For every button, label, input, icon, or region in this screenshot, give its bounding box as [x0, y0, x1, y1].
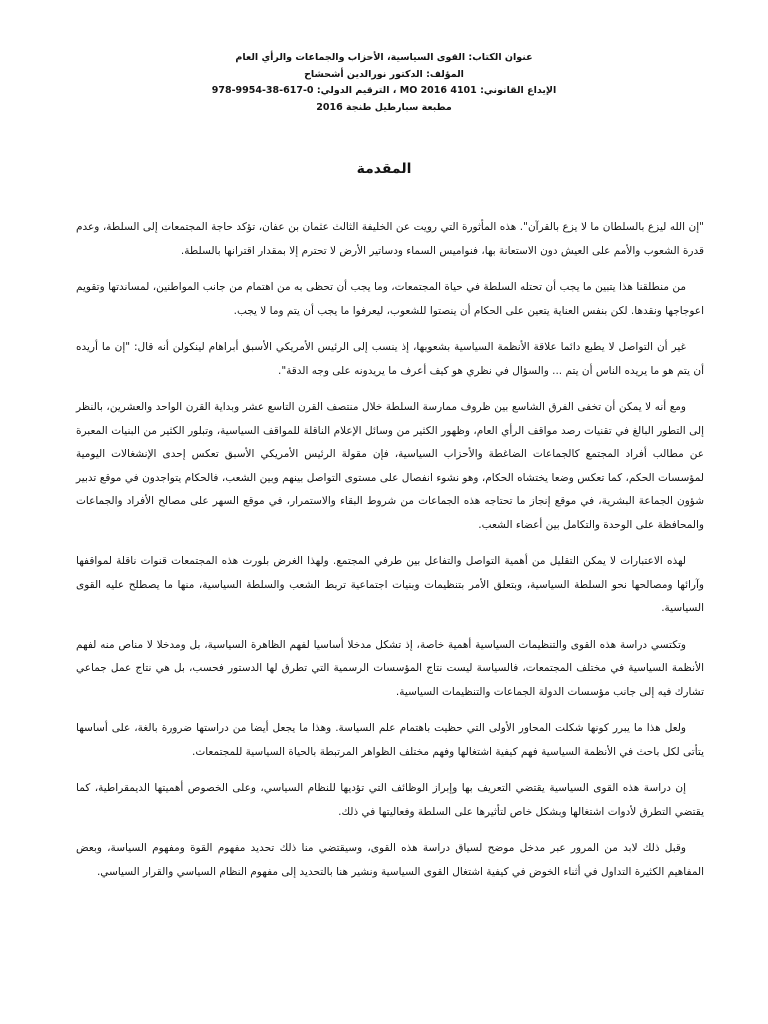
book-metadata [0, 50, 768, 116]
paragraph: "إن الله ليزع بالسلطان ما لا يزع بالقرآن". هذه المأثورة التي رويت عن الخليفة الثالث عثمان بن عفان، تؤكد حاجة المجتمعات إلى السلطة، وعدم قدرة الشعوب والأمم على العيش دون الاستعانة بها، فنواميس السماء ودساتير الأرض لا تحترم إلا بمقدار اقترانها بالسلطة. [76, 221, 704, 257]
paragraph: ومع أنه لا يمكن أن تخفى الفرق الشاسع بين ظروف ممارسة السلطة خلال منتصف القرن التاسع عشر وبداية القرن الواحد والعشرين، بالنظر إلى التطور البالغ في تقنيات رصد مواقف الرأي العام، وظهور الكثير من وسائل الإعلام الناقلة للمواقف السياسية، وتبلور الكثير من البنيات المعبرة عن مطالب أفراد المجتمع كالجماعات الضاغطة والأحزاب السياسية، فإن مقولة الرئيس الأمريكي الأسبق تعكس إحدى الإنشغالات اليومية لمؤسسات الحكم، كما تعكس وضعا يختشاه الحكام، وهو نشوء انفصال على مستوى التواصل بينهم وبين الشعب، فالحكام يتواجدون في موقع تدبير شؤون الجماعة البشرية، في موقع إنجاز ما تحتاجه هذه الجماعات من شروط البقاء والاستمرار، في موقع السهر على مصالح الأفراد والجماعات والمحافظة على الوحدة والتكامل بين أعضاء الشعب. [76, 401, 704, 531]
section-title: المقدمة [356, 161, 412, 177]
paragraph: لهذه الاعتبارات لا يمكن التقليل من أهمية التواصل والتفاعل بين طرفي المجتمع. ولهذا الغرض بلورت هذه المجتمعات قنوات ناقلة لمواقفها وآرائها ومصالحها نحو السلطة السياسية، وبتعلق الأمر بتنظيمات وبنيات اجتماعية تربط الشعب والسلطة السياسية، منها ما يصطلح عليه القوى السياسية. [76, 555, 704, 614]
introduction-body [76, 216, 704, 897]
paragraph: من منطلقنا هذا يتبين ما يجب أن تحتله السلطة في حياة المجتمعات، وما يجب أن تحظى به من اهتمام من جانب المواطنين، لمساندتها وتقويم اعوجاجها ونقدها. لكن بنفس العناية يتعين على الحكام أن ينصتوا للشعوب، ليعرفوا ما يجب أن يتم وما لا يجب. [76, 281, 704, 317]
legal-deposit-line: الإيداع القانوني: 4101 MO 2016 ، الترقيم الدولي: 0-617-38-9954-978 [211, 85, 557, 96]
paragraph: وقبل ذلك لابد من المرور عبر مدخل موضح لسياق دراسة هذه القوى، وسيقتضي منا ذلك تحديد مفهوم القوة ومفهوم السياسة، وبعض المفاهيم الكثيرة التداول في أثناء الخوض في كيفية اشتغال القوى السياسية ونشير هنا بالتحديد إلى مفهوم النظام السياسي والقرار السياسي. [76, 842, 704, 878]
author-line: المؤلف: الدكتور نورالدين أشحشاح [304, 68, 464, 80]
paragraph: غير أن التواصل لا يطبع دائما علاقة الأنظمة السياسية بشعوبها، إذ ينسب إلى الرئيس الأمريكي الأسبق أبراهام لينكولن أنه قال: "إن ما أريده أن يتم هو ما يريده الناس أن يتم ... والسؤال في نظري هو كيف أعرف ما يريدونه على وجه الدقة". [76, 341, 704, 377]
paragraph: إن دراسة هذه القوى السياسية يقتضي التعريف بها وإبراز الوظائف التي تؤديها للنظام السياسي، وعلى الخصوص أهميتها الديمقراطية، كما يقتضي التطرق لأدوات اشتغالها وبشكل خاص لتأثيرها على السلطة وفعاليتها في ذلك. [76, 782, 704, 818]
book-title-line: عنوان الكتاب: القوى السياسية، الأحزاب والجماعات والرأي العام [235, 52, 533, 63]
paragraph: ولعل هذا ما يبرر كونها شكلت المحاور الأولى التي حظيت باهتمام علم السياسة. وهذا ما يجعل أيضا من دراستها ضرورة بالغة، على أساسها يتأتى لكل باحث في الأنظمة السياسية فهم كيفية اشتغالها وفهم مختلف الظواهر المرتبطة بالحياة السياسية للمجتمعات. [76, 722, 704, 758]
paragraph: وتكتسي دراسة هذه القوى والتنظيمات السياسية أهمية خاصة، إذ تشكل مدخلا أساسيا لفهم الظاهرة السياسية، بل ومدخلا لا مناص منه لفهم الأنظمة السياسية في مختلف المجتمعات، فالسياسة ليست نتاج المؤسسات الرسمية التي تطرق لها الدستور فحسب، بل هي نتاج عمل جماعي تشارك فيه إلى جانب مؤسسات الدولة الجماعات والتنظيمات السياسية. [76, 638, 704, 698]
printer-line: مطبعة سبارطيل طنجة 2016 [316, 101, 452, 113]
